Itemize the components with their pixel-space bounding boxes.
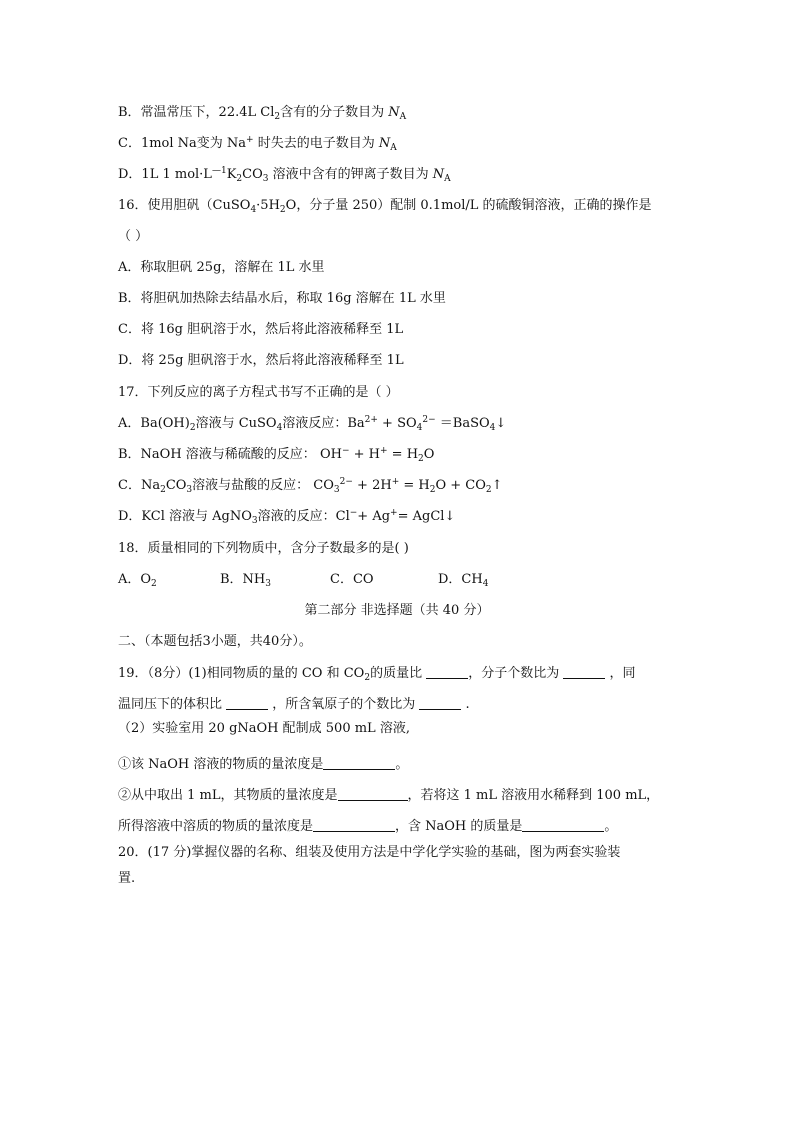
subscript: A <box>399 112 407 122</box>
answer-blank[interactable] <box>419 697 461 710</box>
superscript: − <box>341 446 350 456</box>
text: ↓ <box>495 416 507 431</box>
subscript: 4 <box>250 205 257 215</box>
text: 溶液中含有的钾离子数目为 <box>268 167 433 182</box>
text: CO <box>242 167 263 182</box>
text: + SO <box>377 416 417 431</box>
text: 溶液的反应：Cl <box>257 509 350 524</box>
q16-option-a: A．称取胆矾 25g，溶解在 1L 水里 <box>118 260 325 275</box>
subscript: 2 <box>189 423 196 433</box>
subscript: 3 <box>262 174 269 184</box>
text: 19．（8分）(1)相同物质的量的 CO 和 CO <box>118 666 365 681</box>
part2-title: 第二部分 非选择题（共 40 分） <box>304 603 490 618</box>
text: D．KCl 溶液与 AgNO <box>118 509 252 524</box>
text: C．1mol Na变为 Na <box>118 136 247 151</box>
text: 溶液反应：Ba <box>282 416 365 431</box>
q18-option-c <box>330 571 438 589</box>
text: ，同 <box>605 666 636 681</box>
text: B．NaOH 溶液与稀硫酸的反应： OH <box>118 447 342 462</box>
subscript: 4 <box>416 423 423 433</box>
text: C．CO <box>330 572 374 587</box>
superscript: + <box>390 508 398 518</box>
superscript: + <box>391 477 400 487</box>
text: D．CH <box>438 572 483 587</box>
text: O，分子量 250）配制 0.1mol/L 的硫酸铜溶液，正确的操作是 <box>285 198 652 213</box>
text: B．常温常压下，22.4L Cl <box>118 105 275 120</box>
text: 溶液与盐酸的反应： CO <box>192 478 334 493</box>
subscript: 2 <box>364 673 371 683</box>
answer-blank[interactable] <box>323 757 395 770</box>
q16-option-b: B．将胆矾加热除去结晶水后，称取 16g 溶解在 1L 水里 <box>118 291 446 306</box>
q17-option-c <box>118 477 503 495</box>
subscript: 4 <box>489 423 496 433</box>
q18-options <box>118 571 488 589</box>
text: ·5H <box>256 198 280 213</box>
text: O + CO <box>435 478 486 493</box>
text: ↑ <box>491 478 503 493</box>
subscript: 2 <box>151 579 157 589</box>
subscript: 2 <box>236 174 243 184</box>
text: + 2H <box>352 478 392 493</box>
q17-option-d <box>118 508 455 526</box>
subscript: 2 <box>274 112 281 122</box>
q19-line-3: （2）实验室用 20 gNaOH 配制成 500 mL 溶液, <box>118 721 410 736</box>
text: = H <box>399 478 430 493</box>
q18-stem: 18．质量相同的下列物质中，含分子数最多的是( ) <box>118 541 409 556</box>
text: ＝BaSO <box>435 416 490 431</box>
q16-option-c: C．将 16g 胆矾溶于水，然后将此溶液稀释至 1L <box>118 322 404 337</box>
text: + Ag <box>357 509 391 524</box>
q16-answer-paren: （ ） <box>118 229 149 244</box>
q18-option-a <box>118 571 220 589</box>
q19-line-1 <box>118 665 636 683</box>
text: ①该 NaOH 溶液的物质的量浓度是 <box>118 757 324 772</box>
q20-line-2: 置. <box>118 871 136 886</box>
answer-blank[interactable] <box>338 788 408 801</box>
subscript: 3 <box>186 485 193 495</box>
q19-line-4 <box>118 756 408 774</box>
subscript: 3 <box>265 579 271 589</box>
text: ②从中取出 1 mL，其物质的量浓度是 <box>118 788 338 803</box>
text: = H <box>387 447 419 462</box>
q18-option-d <box>438 571 488 589</box>
text: ，所含氧原子的个数比为 <box>268 697 420 712</box>
text: B．NH <box>220 572 266 587</box>
q16-option-d: D．将 25g 胆矾溶于水，然后将此溶液稀释至 1L <box>118 353 404 368</box>
subscript: 3 <box>333 485 340 495</box>
avogadro-symbol: N <box>378 136 391 151</box>
answer-blank[interactable] <box>226 697 268 710</box>
q15-option-c <box>118 135 397 153</box>
section-heading: 二、（本题包括3小题，共40分）。 <box>118 634 312 649</box>
text: 所得溶液中溶质的物质的量浓度是 <box>118 819 314 834</box>
text: C．Na <box>118 478 161 493</box>
subscript: 3 <box>251 516 258 526</box>
q15-option-d <box>118 166 451 184</box>
superscript: —1 <box>211 166 227 176</box>
q15-option-b <box>118 104 406 122</box>
subscript: 4 <box>276 423 283 433</box>
q17-option-a <box>118 415 506 433</box>
text: A．O <box>118 572 152 587</box>
text: 温同压下的体积比 <box>118 697 227 712</box>
text: 含有的分子数目为 <box>280 105 389 120</box>
text: CO <box>165 478 187 493</box>
text: ，分子个数比为 <box>468 666 564 681</box>
subscript: 2 <box>429 485 436 495</box>
subscript: 4 <box>482 579 489 589</box>
q19-line-2 <box>118 696 470 714</box>
q16-stem <box>118 197 652 215</box>
subscript: A <box>444 174 451 184</box>
subscript: 2 <box>485 485 492 495</box>
answer-blank[interactable] <box>426 666 468 679</box>
text: K <box>226 167 237 182</box>
avogadro-symbol: N <box>432 167 445 182</box>
q19-line-5 <box>118 787 659 805</box>
text: 16．使用胆矾（CuSO <box>118 198 251 213</box>
text: + H <box>349 447 380 462</box>
q20-line-1: 20．(17 分)掌握仪器的名称、组装及使用方法是中学化学实验的基础，图为两套实验装 <box>118 845 621 860</box>
text: 的质量比 <box>370 666 427 681</box>
text: ，含 NaOH 的质量是 <box>395 819 523 834</box>
subscript: 2 <box>418 454 424 464</box>
text: D．1L 1 mol·L <box>118 167 212 182</box>
superscript: 2− <box>339 477 353 487</box>
q19-line-6 <box>118 818 617 836</box>
superscript: + <box>379 446 388 456</box>
text: ，若将这 1 mL 溶液用水稀释到 100 mL， <box>407 788 660 803</box>
text: = AgCl↓ <box>397 509 456 524</box>
answer-blank[interactable] <box>313 819 395 832</box>
text: A．Ba(OH) <box>118 416 190 431</box>
superscript: 2+ <box>364 415 378 425</box>
answer-blank[interactable] <box>522 819 604 832</box>
q17-option-b <box>118 446 434 464</box>
superscript: − <box>349 508 358 518</box>
text: 时失去的电子数目为 <box>253 136 379 151</box>
text: 溶液与 CuSO <box>195 416 277 431</box>
subscript: 2 <box>160 485 166 495</box>
subscript: A <box>390 143 397 153</box>
text: O <box>423 447 435 462</box>
q18-option-b <box>220 571 330 589</box>
text: 。 <box>604 819 618 834</box>
q17-stem: 17．下列反应的离子方程式书写不正确的是（ ） <box>118 385 399 400</box>
superscript: + <box>246 135 254 145</box>
superscript: 2− <box>422 415 436 425</box>
text: 。 <box>395 757 409 772</box>
answer-blank[interactable] <box>563 666 605 679</box>
avogadro-symbol: N <box>388 105 400 120</box>
text: . <box>461 697 470 712</box>
subscript: 2 <box>279 205 286 215</box>
